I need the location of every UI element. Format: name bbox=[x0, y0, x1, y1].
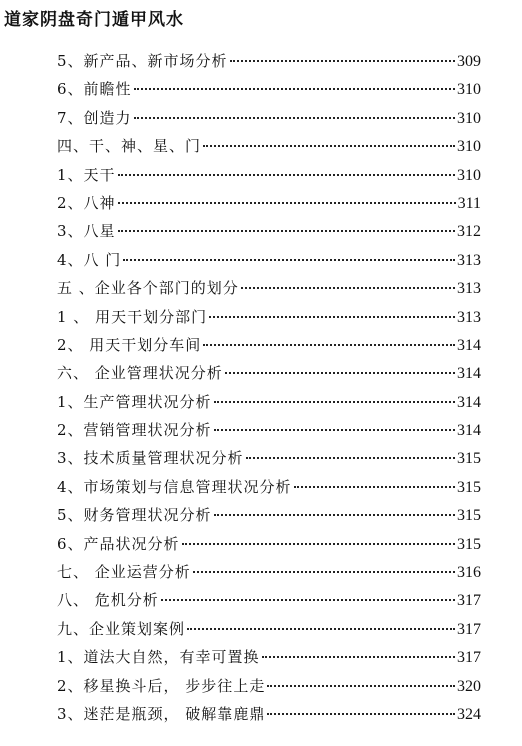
toc-dot-leader bbox=[267, 685, 455, 687]
toc-entry[interactable] bbox=[57, 161, 481, 189]
toc-dot-leader bbox=[118, 202, 456, 204]
toc-entry[interactable] bbox=[57, 104, 481, 132]
toc-dot-leader bbox=[118, 230, 455, 232]
toc-entry-page-number: 315 bbox=[457, 478, 481, 496]
toc-dot-leader bbox=[203, 344, 455, 346]
toc-entry-page-number: 315 bbox=[457, 450, 481, 468]
toc-entry[interactable] bbox=[57, 416, 481, 444]
toc-entry-page-number: 316 bbox=[457, 564, 481, 582]
toc-entry-label: 1、道法大自然，有幸可置换 bbox=[57, 648, 260, 667]
toc-entry-page-number: 314 bbox=[457, 336, 481, 354]
toc-dot-leader bbox=[246, 457, 455, 459]
toc-entry-label: 八、 危机分析 bbox=[57, 591, 159, 610]
toc-dot-leader bbox=[193, 571, 455, 573]
table-of-contents bbox=[57, 47, 481, 728]
toc-dot-leader bbox=[134, 88, 455, 90]
toc-entry-label: 6、产品状况分析 bbox=[57, 534, 180, 553]
toc-entry-label: 4、市场策划与信息管理状况分析 bbox=[57, 477, 292, 496]
toc-dot-leader bbox=[118, 174, 455, 176]
toc-entry-label: 1 、 用天干划分部门 bbox=[57, 307, 208, 326]
toc-entry[interactable] bbox=[57, 217, 481, 245]
toc-entry[interactable] bbox=[57, 700, 481, 728]
toc-entry-label: 五 、企业各个部门的划分 bbox=[57, 279, 239, 298]
toc-entry[interactable] bbox=[57, 558, 481, 586]
toc-entry-label: 1、天干 bbox=[57, 165, 116, 184]
toc-entry-page-number: 320 bbox=[457, 677, 481, 695]
toc-entry-page-number: 313 bbox=[457, 308, 481, 326]
toc-entry-label: 1、生产管理状况分析 bbox=[57, 392, 212, 411]
toc-entry[interactable] bbox=[57, 388, 481, 416]
toc-entry[interactable] bbox=[57, 444, 481, 472]
toc-dot-leader bbox=[214, 429, 455, 431]
toc-entry-page-number: 317 bbox=[457, 620, 481, 638]
toc-dot-leader bbox=[214, 401, 455, 403]
toc-entry[interactable] bbox=[57, 359, 481, 387]
toc-entry[interactable] bbox=[57, 530, 481, 558]
toc-entry-page-number: 313 bbox=[457, 251, 481, 269]
toc-entry-page-number: 317 bbox=[457, 649, 481, 667]
toc-entry-label: 3、八星 bbox=[57, 222, 116, 241]
toc-entry-label: 5、财务管理状况分析 bbox=[57, 506, 212, 525]
toc-entry-label: 2、移星换斗后， 步步往上走 bbox=[57, 676, 266, 695]
toc-entry-page-number: 314 bbox=[457, 365, 481, 383]
toc-dot-leader bbox=[161, 599, 455, 601]
toc-entry[interactable] bbox=[57, 132, 481, 160]
toc-dot-leader bbox=[182, 543, 455, 545]
toc-entry[interactable] bbox=[57, 274, 481, 302]
toc-entry[interactable] bbox=[57, 303, 481, 331]
toc-entry-page-number: 314 bbox=[457, 422, 481, 440]
toc-entry[interactable] bbox=[57, 47, 481, 75]
toc-dot-leader bbox=[209, 316, 455, 318]
toc-entry-label: 7、创造力 bbox=[57, 108, 132, 127]
toc-dot-leader bbox=[230, 60, 455, 62]
toc-entry[interactable] bbox=[57, 246, 481, 274]
toc-entry[interactable] bbox=[57, 331, 481, 359]
toc-dot-leader bbox=[123, 259, 455, 261]
toc-dot-leader bbox=[241, 287, 455, 289]
toc-entry[interactable] bbox=[57, 586, 481, 614]
toc-entry[interactable] bbox=[57, 473, 481, 501]
toc-entry-label: 4、八 门 bbox=[57, 250, 122, 269]
toc-entry-page-number: 315 bbox=[457, 507, 481, 525]
toc-entry[interactable] bbox=[57, 189, 481, 217]
toc-entry-label: 2、八神 bbox=[57, 193, 116, 212]
toc-entry[interactable] bbox=[57, 501, 481, 529]
toc-entry-page-number: 311 bbox=[457, 194, 481, 212]
toc-entry-label: 六、 企业管理状况分析 bbox=[57, 364, 223, 383]
toc-entry-page-number: 312 bbox=[457, 223, 481, 241]
toc-dot-leader bbox=[214, 514, 455, 516]
toc-entry-label: 3、技术质量管理状况分析 bbox=[57, 449, 244, 468]
toc-entry-label: 6、前瞻性 bbox=[57, 80, 132, 99]
toc-entry-page-number: 313 bbox=[457, 280, 481, 298]
toc-entry-label: 2、 用天干划分车间 bbox=[57, 335, 202, 354]
toc-entry[interactable] bbox=[57, 672, 481, 700]
toc-entry-page-number: 310 bbox=[457, 81, 481, 99]
toc-dot-leader bbox=[294, 486, 455, 488]
page-header-title: 道家阴盘奇门遁甲风水 bbox=[4, 10, 184, 30]
toc-entry[interactable] bbox=[57, 75, 481, 103]
toc-entry-label: 七、 企业运营分析 bbox=[57, 563, 191, 582]
toc-dot-leader bbox=[134, 117, 455, 119]
toc-entry-page-number: 310 bbox=[457, 166, 481, 184]
toc-entry-page-number: 314 bbox=[457, 393, 481, 411]
toc-dot-leader bbox=[187, 628, 455, 630]
toc-entry-label: 四、干、神、星、门 bbox=[57, 137, 202, 156]
toc-dot-leader bbox=[267, 713, 455, 715]
toc-entry-page-number: 317 bbox=[457, 592, 481, 610]
toc-entry-page-number: 310 bbox=[457, 109, 481, 127]
toc-entry-label: 5、新产品、新市场分析 bbox=[57, 52, 228, 70]
toc-entry[interactable] bbox=[57, 643, 481, 671]
toc-dot-leader bbox=[262, 656, 455, 658]
toc-dot-leader bbox=[225, 372, 455, 374]
toc-entry-page-number: 310 bbox=[457, 138, 481, 156]
toc-entry-label: 3、迷茫是瓶颈， 破解靠鹿鼎 bbox=[57, 704, 266, 723]
toc-entry-page-number: 324 bbox=[457, 705, 481, 723]
toc-dot-leader bbox=[203, 145, 455, 147]
toc-entry[interactable] bbox=[57, 615, 481, 643]
toc-entry-label: 九、企业策划案例 bbox=[57, 619, 186, 638]
toc-entry-label: 2、营销管理状况分析 bbox=[57, 421, 212, 440]
toc-entry-page-number: 309 bbox=[457, 53, 481, 70]
toc-entry-page-number: 315 bbox=[457, 535, 481, 553]
